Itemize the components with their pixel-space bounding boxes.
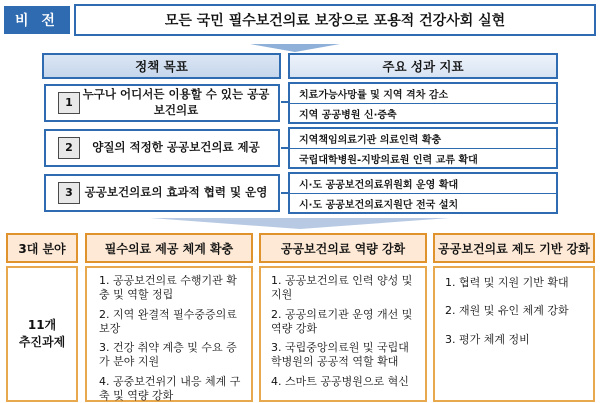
area-item: 3. 국립중앙의료원 및 국립대학병원의 공공적 역할 확대 [271, 341, 409, 369]
goal-text: 누구나 어디서든 이용할 수 있는 공공보건의료 [82, 87, 270, 117]
vision-statement: 모든 국민 필수보건의료 보장으로 포용적 건강사회 실현 [74, 4, 596, 36]
areas-arrow-icon [150, 218, 450, 229]
kpi-group-2 [288, 127, 558, 169]
area-item: 1. 공공보건의료 인력 양성 및 지원 [271, 274, 413, 302]
area-items-3 [433, 266, 595, 402]
kpi-item: 지역책임의료기관 의료인력 확충 [299, 135, 442, 146]
area-item: 2. 재원 및 유인 체계 강화 [445, 304, 569, 318]
area-title-2: 공공보건의료 역량 강화 [259, 233, 427, 263]
goal-text: 공공보건의료의 효과적 협력 및 운영 [84, 185, 268, 200]
goal-number: 1 [58, 92, 80, 114]
area-item: 1. 협력 및 지원 기반 확대 [445, 276, 569, 289]
kpi-group-3 [288, 172, 558, 214]
vision-label: 비 전 [4, 6, 70, 34]
kpi-item: 치료가능사망률 및 지역 격차 감소 [299, 90, 449, 101]
area-item: 4. 공중보건위기 내응 체계 구축 및 역량 강화 [99, 374, 241, 403]
goal-number: 3 [58, 182, 80, 204]
task-count-label: 추진과제 [18, 335, 66, 349]
kpi-group-1 [288, 82, 558, 124]
area-item: 1. 공공보건의료 수행기관 확충 및 역할 정립 [99, 274, 237, 302]
kpi-item: 시·도 공공보건의료위원회 운영 확대 [299, 180, 459, 191]
area-item: 4. 스마트 공공병원으로 혁신 [271, 374, 409, 388]
area-item: 3. 평가 체계 정비 [445, 332, 530, 346]
area-items-1 [85, 266, 253, 402]
task-count-number: 11개 [27, 318, 57, 333]
goal-1 [44, 84, 280, 122]
task-count [6, 266, 78, 402]
kpis-header: 주요 성과 지표 [288, 53, 558, 79]
goal-text: 양질의 적정한 공공보건의료 제공 [92, 140, 260, 155]
vision-arrow-icon [250, 44, 340, 52]
areas-label: 3대 분야 [6, 233, 78, 263]
area-item: 2. 공공의료기관 운영 개선 및 역량 강화 [271, 307, 413, 335]
area-title-3: 공공보건의료 제도 기반 강화 [433, 233, 595, 263]
area-item: 2. 지역 완결적 필수중증의료 보장 [99, 307, 237, 335]
kpi-item: 국립대학병원-지방의료원 인력 교류 확대 [290, 148, 556, 168]
area-items-2 [259, 266, 427, 402]
goals-header: 정책 목표 [42, 53, 281, 79]
kpi-item: 지역 공공병원 신·증축 [290, 103, 556, 123]
goal-2 [44, 129, 280, 167]
goal-number: 2 [58, 137, 80, 159]
area-item: 3. 건강 취약 계층 및 수요 증가 분야 지원 [99, 341, 237, 369]
goal-3 [44, 174, 280, 212]
kpi-item: 시·도 공공보건의료지원단 전국 설치 [290, 193, 556, 213]
area-title-1: 필수의료 제공 체계 확충 [85, 233, 253, 263]
